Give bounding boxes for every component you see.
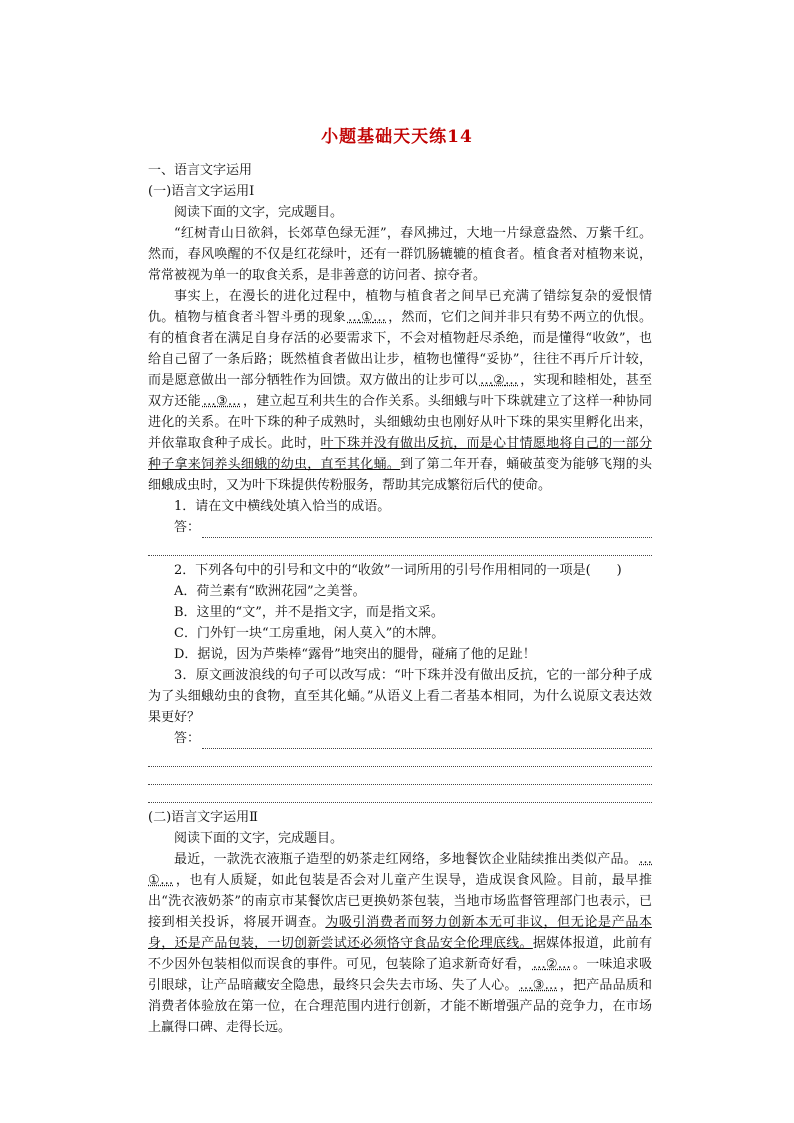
answer-dotted-line [148, 753, 652, 767]
answer-label: 答： [174, 731, 201, 746]
text-run: 据媒体报道，此前有不少因外包装相似而误食的事件。可见，包装除了追求新奇好看， [148, 936, 652, 972]
answer-label: 答： [174, 520, 201, 535]
part1-paragraph-1: “红树青山日欲斜，长郊草色绿无涯”，春风拂过，大地一片绿意盎然、万紫千红。然而，春风唤醒的不仅是红花绿叶，还有一群饥肠辘辘的植食者。植食者对植物来说，常常被视为单一的取食关系，是非善意的访问者、掠夺者。 [148, 226, 652, 283]
part1-paragraph-2 [148, 286, 652, 496]
option-c: C．门外钉一块“工房重地，闲人莫入”的木牌。 [174, 626, 445, 641]
blank-2: …②… [532, 957, 571, 972]
option-d: D．据说，因为芦柴棒“露骨”地突出的腿骨，碰痛了他的足趾！ [174, 647, 536, 662]
answer-dotted-line [202, 735, 652, 749]
text-run: ，把产品品质和消费者体验放在第一位，在合理范围内进行创新，才能不断增强产品的竞争力，在市场上赢得口碑、走得长远。 [148, 978, 652, 1035]
wavy-underlined-sentence: 叶下珠并没有做出反抗，而是心甘情愿地将自己的一部分种子拿来饲养头细蛾的幼虫，直至其化蛹。 [148, 436, 652, 472]
underlined-sentence: 为吸引消费者而努力创新本无可非议，但无论是产品本身，还是产品包装，一切创新尝试还必须恪守食品安全伦理底线。 [148, 915, 652, 951]
answer-dotted-line [148, 789, 652, 803]
blank-1: …①… [148, 852, 652, 888]
text-run: 事实上，在漫长的进化过程中，植物与植食者之间早已充满了错综复杂的爱恨情仇。植物与植食者斗智斗勇的现象 [148, 289, 652, 325]
blank-3: …③… [202, 394, 241, 409]
blank-1: …①… [347, 310, 387, 325]
part2-paragraph [148, 849, 652, 1038]
text-run: 最近，一款洗衣液瓶子造型的奶茶走红网络，多地餐饮企业陆续推出类似产品。 [174, 852, 637, 867]
part2-instruction: 阅读下面的文字，完成题目。 [174, 831, 344, 846]
text-run: 到了第二年开春，蛹破茧变为能够飞翔的头细蛾成虫时，又为叶下珠提供传粉服务，帮助其完成繁衍后代的使命。 [148, 457, 652, 493]
answer-dotted-line [148, 542, 652, 556]
answer-line [148, 517, 652, 538]
answer-dotted-line [202, 524, 652, 538]
answer-line [148, 728, 652, 749]
part2-heading: (二)语言文字运用Ⅱ [148, 810, 258, 825]
page-title: 小题基础天天练14 [321, 127, 473, 147]
question-1: 1．请在文中横线处填入恰当的成语。 [174, 499, 391, 514]
text-run: ，建立起互利共生的合作关系。头细蛾与叶下珠就建立了这样一种协同进化的关系。在叶下珠的种子成熟时，头细蛾幼虫也刚好从叶下珠的果实里孵化出来，并依靠取食种子成长。此时， [148, 394, 652, 451]
blank-3: …③… [519, 978, 558, 993]
text-run: ，然而，它们之间并非只有势不两立的仇恨。有的植食者在满足自身存活的必要需求下，不会对植物赶尽杀绝，而是懂得“收敛”，也给自己留了一条后路；既然植食者做出让步，植物也懂得“妥协”，往往不再斤斤计较，而是愿意做出一部分牺牲作为回馈。双方做出的让步可以 [148, 310, 652, 388]
question-2: 2．下列各句中的引号和文中的“收敛”一词所用的引号作用相同的一项是( ) [174, 563, 622, 578]
question-3: 3．原文画波浪线的句子可以改写成：“叶下珠并没有做出反抗，它的一部分种子成为了头细蛾幼虫的食物，直至其化蛹。”从语义上看二者基本相同，为什么说原文表达效果更好？ [148, 668, 652, 725]
document-body [148, 160, 652, 1038]
text-run: ，也有人质疑，如此包装是否会对儿童产生误导，造成误食风险。目前，最早推出“洗衣液奶茶”的南京市某餐饮店已更换奶茶包装，当地市场监督管理部门也表示，已接到相关投诉，将展开调查。 [148, 873, 652, 930]
part1-heading: (一)语言文字运用Ⅰ [148, 184, 255, 199]
section-heading: 一、语言文字运用 [148, 163, 253, 178]
text-run: ，实现和睦相处，甚至双方还能 [148, 373, 652, 409]
option-a: A．荷兰素有“欧洲花园”之美誉。 [174, 584, 366, 599]
part1-instruction: 阅读下面的文字，完成题目。 [174, 205, 344, 220]
option-b: B．这里的“文”，并不是指文字，而是指文采。 [174, 605, 444, 620]
blank-2: …②… [479, 373, 519, 388]
text-run: 。一味追求吸引眼球，让产品暗藏安全隐患，最终只会失去市场、失了人心。 [148, 957, 652, 993]
answer-dotted-line [148, 771, 652, 785]
